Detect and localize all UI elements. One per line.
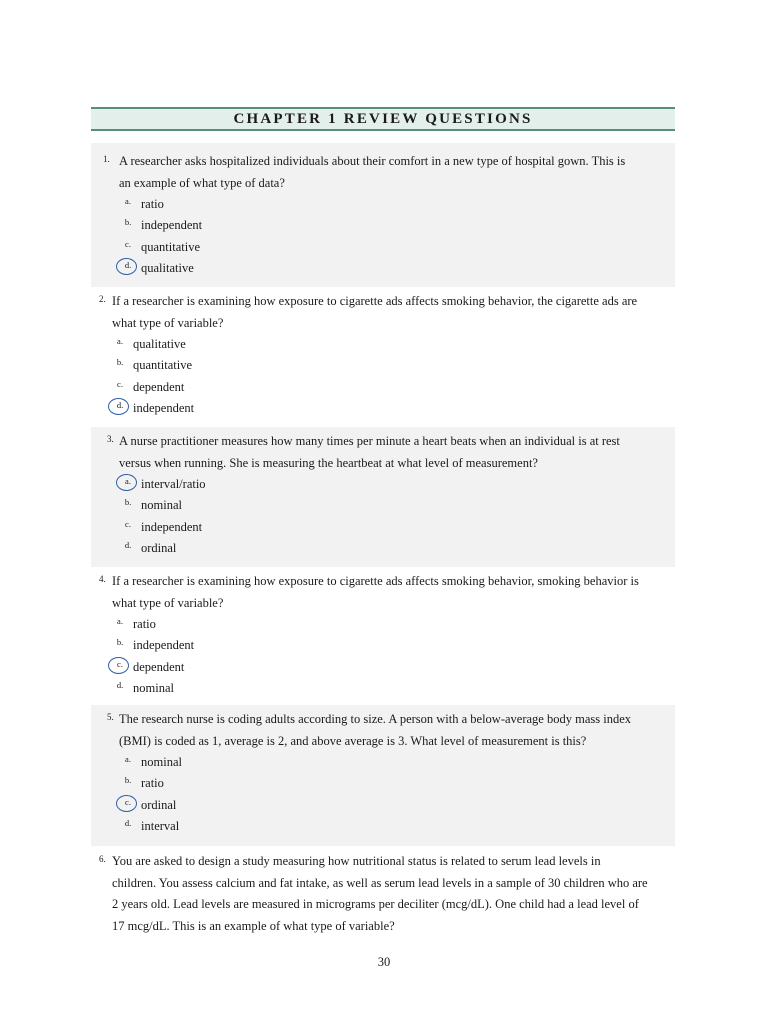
option-text: ratio bbox=[133, 617, 156, 631]
page-number: 30 bbox=[377, 955, 391, 969]
option-letter: c. bbox=[125, 238, 131, 249]
question-text-line: (BMI) is coded as 1, average is 2, and above average is 3. What level of measurement is this? bbox=[119, 733, 587, 748]
option-letter: b. bbox=[124, 497, 132, 508]
question-number: 6. bbox=[99, 854, 106, 864]
question-3 bbox=[91, 427, 675, 567]
option-text: qualitative bbox=[141, 260, 194, 275]
question-text-line: children. You assess calcium and fat intake, as well as serum lead levels in a sample of 30 children who are bbox=[112, 875, 648, 890]
option-letter: b. bbox=[124, 217, 132, 228]
question-2 bbox=[91, 290, 675, 424]
option-letter: b. bbox=[116, 357, 124, 368]
question-text-line: what type of variable? bbox=[112, 595, 224, 610]
question-number: 5. bbox=[107, 712, 114, 722]
option-letter: c. bbox=[125, 518, 131, 529]
question-text-line: 17 mcg/dL. This is an example of what type of variable? bbox=[112, 918, 395, 933]
question-text-line: A researcher asks hospitalized individuals about their comfort in a new type of hospital gown. This is bbox=[119, 154, 626, 168]
option-letter: c. bbox=[125, 796, 131, 807]
question-number: 2. bbox=[99, 294, 106, 304]
option-letter: d. bbox=[116, 679, 124, 690]
option-text: quantitative bbox=[141, 239, 201, 254]
question-4 bbox=[91, 570, 675, 702]
option-letter: a. bbox=[125, 476, 131, 486]
chapter-header bbox=[91, 107, 675, 131]
option-text: independent bbox=[133, 638, 195, 653]
option-letter: d. bbox=[124, 817, 132, 828]
option-text: ratio bbox=[141, 197, 164, 211]
option-letter: b. bbox=[116, 637, 124, 648]
option-text: dependent bbox=[133, 659, 185, 674]
chapter-title: CHAPTER 1 REVIEW QUESTIONS bbox=[233, 110, 533, 127]
option-text: nominal bbox=[133, 680, 174, 695]
question-number: 1. bbox=[103, 154, 110, 164]
option-letter: a. bbox=[125, 196, 131, 206]
question-text-line: 2 years old. Lead levels are measured in micrograms per deciliter (mcg/dL). One child had a lead level of bbox=[112, 897, 639, 911]
option-letter: d. bbox=[116, 399, 124, 410]
option-letter: c. bbox=[117, 658, 123, 669]
option-text: independent bbox=[141, 218, 203, 233]
question-5 bbox=[91, 705, 675, 846]
option-text: dependent bbox=[133, 379, 185, 394]
option-letter: a. bbox=[117, 616, 123, 626]
question-number: 4. bbox=[99, 574, 106, 584]
option-text: nominal bbox=[141, 755, 182, 769]
option-letter: a. bbox=[125, 754, 131, 764]
question-text-line: If a researcher is examining how exposure to cigarette ads affects smoking behavior, smoking behavior is bbox=[112, 574, 639, 588]
option-letter: d. bbox=[124, 259, 132, 270]
option-text: interval/ratio bbox=[141, 477, 206, 491]
question-text-line: what type of variable? bbox=[112, 315, 224, 330]
question-6 bbox=[91, 850, 675, 940]
question-text-line: The research nurse is coding adults according to size. A person with a below-average body mass index bbox=[119, 712, 631, 726]
option-text: quantitative bbox=[133, 358, 193, 373]
question-text-line: versus when running. She is measuring the heartbeat at what level of measurement? bbox=[119, 455, 538, 470]
question-text-line: If a researcher is examining how exposure to cigarette ads affects smoking behavior, the cigarette ads are bbox=[112, 294, 638, 308]
question-text-line: an example of what type of data? bbox=[119, 175, 285, 190]
question-text-line: A nurse practitioner measures how many times per minute a heart beats when an individual is at rest bbox=[119, 434, 620, 448]
option-text: qualitative bbox=[133, 337, 186, 351]
question-text-line: You are asked to design a study measuring how nutritional status is related to serum lead levels in bbox=[112, 854, 601, 868]
option-text: ordinal bbox=[141, 797, 177, 812]
option-letter: a. bbox=[117, 336, 123, 346]
option-text: interval bbox=[141, 818, 180, 833]
option-text: nominal bbox=[141, 498, 182, 513]
option-letter: c. bbox=[117, 378, 123, 389]
option-text: independent bbox=[141, 519, 203, 534]
question-1 bbox=[91, 143, 675, 287]
question-number: 3. bbox=[107, 434, 114, 444]
option-text: ordinal bbox=[141, 540, 177, 555]
option-letter: d. bbox=[124, 539, 132, 550]
option-text: ratio bbox=[141, 776, 164, 791]
option-text: independent bbox=[133, 400, 195, 415]
option-letter: b. bbox=[124, 775, 132, 786]
